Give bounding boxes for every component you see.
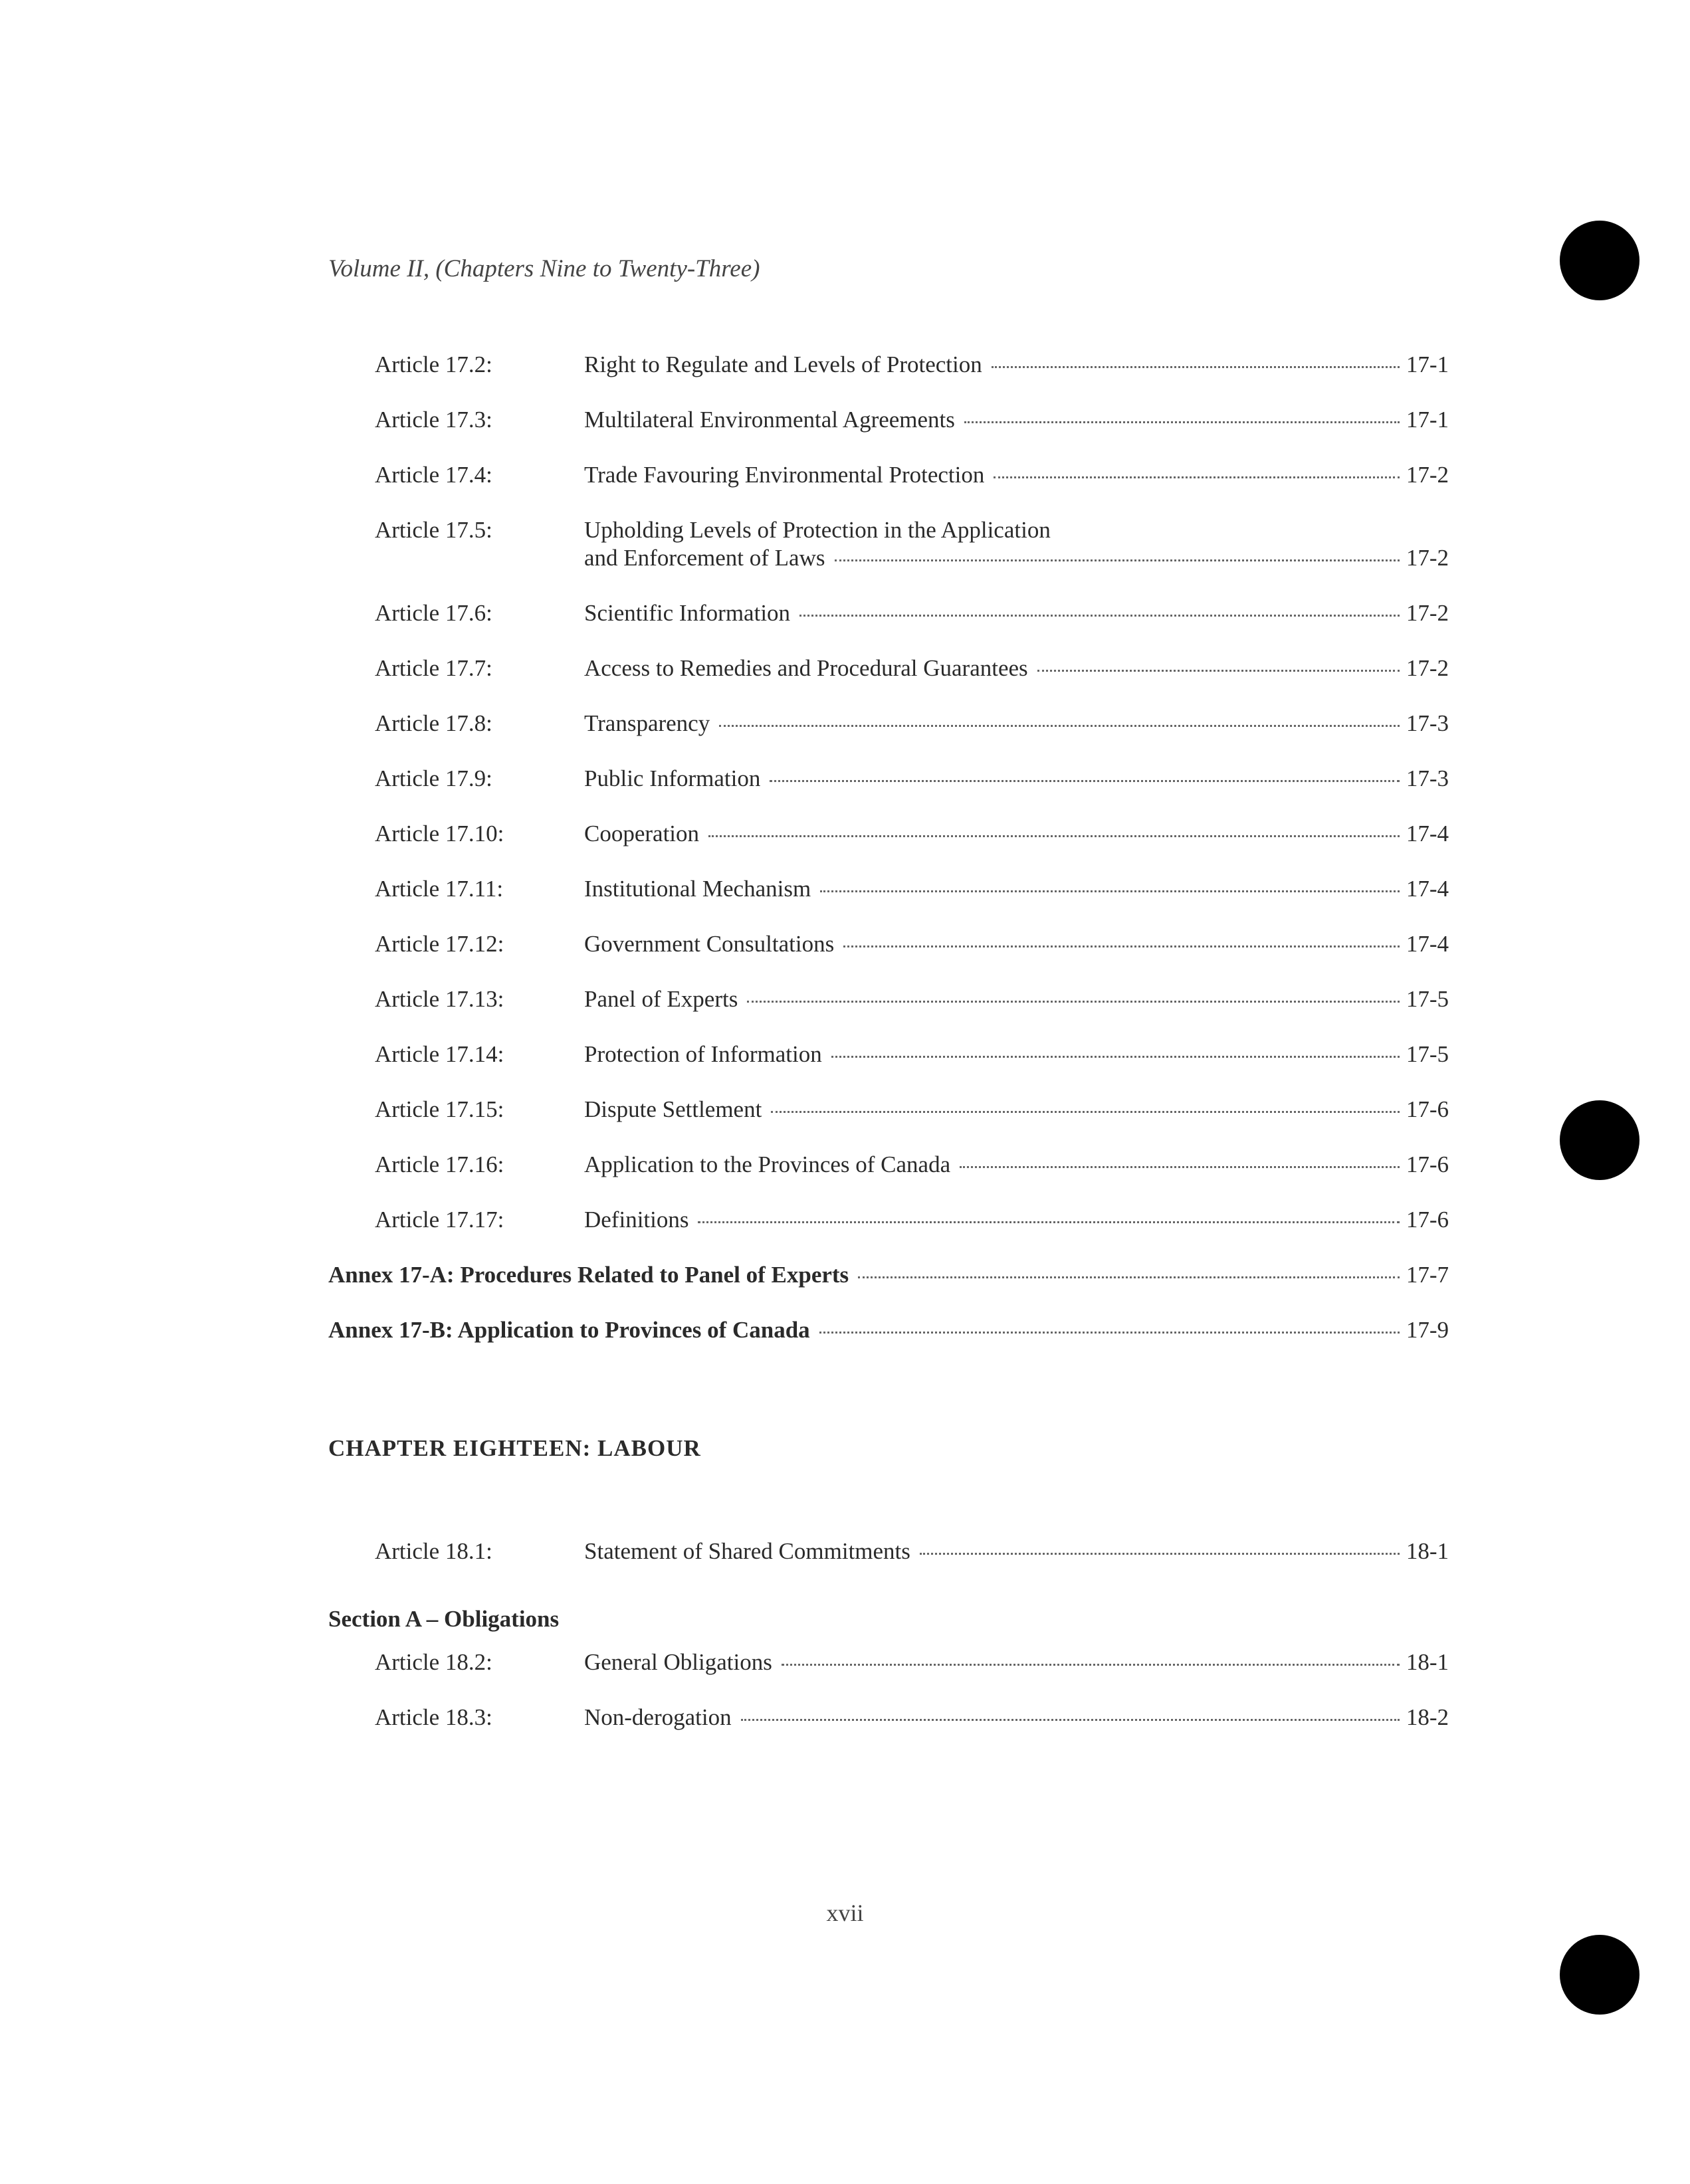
article-number: Article 17.11: (375, 876, 504, 902)
toc-row[interactable] (328, 1701, 1449, 1734)
binder-hole (1560, 1935, 1639, 2015)
article-number: Article 17.16: (375, 1151, 504, 1177)
dot-leader (920, 1553, 1400, 1555)
article-title: Panel of Experts (584, 986, 738, 1012)
article-number: Article 18.1: (375, 1538, 492, 1564)
page-number: 17-4 (1406, 931, 1449, 957)
article-number: Article 17.8: (375, 710, 492, 736)
toc-row[interactable] (328, 652, 1449, 685)
toc-row[interactable] (328, 983, 1449, 1016)
article-title: Statement of Shared Commitments (584, 1538, 910, 1564)
dot-leader (858, 1276, 1400, 1278)
dot-leader (992, 366, 1400, 368)
toc-annex-row[interactable] (328, 1258, 1449, 1292)
annex-title: Annex 17-A: Procedures Related to Panel of Experts (328, 1262, 849, 1288)
page-number: 18-1 (1406, 1649, 1449, 1675)
dot-leader (719, 725, 1400, 727)
dot-leader (708, 835, 1400, 837)
article-title-line1: Upholding Levels of Protection in the Application (584, 517, 1051, 543)
toc-row[interactable] (328, 597, 1449, 630)
page-number: 17-2 (1406, 600, 1449, 626)
page-number: 17-6 (1406, 1096, 1449, 1122)
article-number: Article 17.5: (375, 517, 492, 543)
article-number: Article 17.12: (375, 931, 504, 957)
toc-row[interactable] (328, 707, 1449, 740)
toc-row[interactable] (328, 1646, 1449, 1679)
page-number: 17-5 (1406, 986, 1449, 1012)
article-number: Article 17.3: (375, 407, 492, 433)
toc-row[interactable] (328, 1148, 1449, 1181)
article-title: Multilateral Environmental Agreements (584, 407, 955, 433)
article-title: Right to Regulate and Levels of Protection (584, 351, 982, 377)
article-title: Protection of Information (584, 1041, 822, 1067)
toc-row[interactable] (328, 928, 1449, 961)
annex-title: Annex 17-B: Application to Provinces of Canada (328, 1317, 810, 1343)
toc-row[interactable] (328, 514, 1449, 575)
dot-leader (741, 1719, 1400, 1721)
dot-leader (747, 1001, 1400, 1003)
page-number-footer: xvii (826, 1900, 864, 1926)
article-number: Article 18.2: (375, 1649, 492, 1675)
binder-hole (1560, 1100, 1639, 1180)
toc-annex-row[interactable] (328, 1314, 1449, 1347)
article-title: Government Consultations (584, 931, 835, 957)
page-number: 17-3 (1406, 710, 1449, 736)
article-title: Definitions (584, 1207, 689, 1233)
page-number: 17-6 (1406, 1207, 1449, 1233)
dot-leader (770, 780, 1399, 782)
binder-hole (1560, 221, 1639, 300)
article-number: Article 17.7: (375, 655, 492, 681)
article-number: Article 17.10: (375, 821, 504, 846)
article-title: Cooperation (584, 821, 700, 846)
page-number: 17-3 (1406, 765, 1449, 791)
page-number: 17-2 (1406, 462, 1449, 488)
article-number: Article 17.2: (375, 351, 492, 377)
article-title: Transparency (584, 710, 710, 736)
article-title: Access to Remedies and Procedural Guarantees (584, 655, 1028, 681)
article-title: Trade Favouring Environmental Protection (584, 462, 985, 488)
article-number: Article 17.13: (375, 986, 504, 1012)
dot-leader (782, 1664, 1400, 1666)
article-title: Institutional Mechanism (584, 876, 811, 902)
toc-row[interactable] (328, 1535, 1449, 1568)
dot-leader (698, 1221, 1399, 1223)
article-number: Article 17.14: (375, 1041, 504, 1067)
toc-row[interactable] (328, 817, 1449, 850)
article-title: General Obligations (584, 1649, 772, 1675)
chapter-heading: CHAPTER EIGHTEEN: LABOUR (328, 1435, 701, 1461)
page-number: 17-1 (1406, 407, 1449, 433)
page-number: 17-5 (1406, 1041, 1449, 1067)
dot-leader (960, 1166, 1400, 1168)
article-title: Application to the Provinces of Canada (584, 1151, 951, 1177)
page-number: 17-1 (1406, 351, 1449, 377)
article-number: Article 17.4: (375, 462, 492, 488)
toc-row[interactable] (328, 403, 1449, 437)
article-number: Article 17.9: (375, 765, 492, 791)
toc-row[interactable] (328, 458, 1449, 492)
article-number: Article 17.17: (375, 1207, 504, 1233)
toc-row[interactable] (328, 872, 1449, 906)
dot-leader (843, 945, 1400, 947)
section-heading: Section A – Obligations (328, 1606, 560, 1632)
dot-leader (820, 890, 1400, 892)
toc-row[interactable] (328, 348, 1449, 381)
dot-leader (771, 1111, 1400, 1113)
dot-leader (799, 615, 1400, 617)
page-number: 17-6 (1406, 1151, 1449, 1177)
toc-row[interactable] (328, 762, 1449, 795)
toc-row[interactable] (328, 1093, 1449, 1126)
page-number: 18-1 (1406, 1538, 1449, 1564)
article-title: Public Information (584, 765, 761, 791)
article-title: Dispute Settlement (584, 1096, 762, 1122)
dot-leader (964, 421, 1400, 423)
dot-leader (819, 1332, 1400, 1334)
page-number: 18-2 (1406, 1704, 1449, 1730)
page-number: 17-2 (1406, 545, 1449, 571)
running-header: Volume II, (Chapters Nine to Twenty-Three) (328, 255, 760, 282)
page-number: 17-7 (1406, 1262, 1449, 1288)
page-number: 17-4 (1406, 876, 1449, 902)
article-title: Non-derogation (584, 1704, 732, 1730)
toc-row[interactable] (328, 1038, 1449, 1071)
dot-leader (1037, 670, 1400, 672)
toc-row[interactable] (328, 1203, 1449, 1237)
page-number: 17-9 (1406, 1317, 1449, 1343)
article-number: Article 17.15: (375, 1096, 504, 1122)
dot-leader (994, 476, 1399, 478)
page-number: 17-2 (1406, 655, 1449, 681)
article-number: Article 17.6: (375, 600, 492, 626)
dot-leader (831, 1056, 1400, 1058)
article-number: Article 18.3: (375, 1704, 492, 1730)
dot-leader (835, 559, 1400, 561)
article-title: and Enforcement of Laws (584, 545, 825, 571)
article-title: Scientific Information (584, 600, 791, 626)
page-number: 17-4 (1406, 821, 1449, 846)
